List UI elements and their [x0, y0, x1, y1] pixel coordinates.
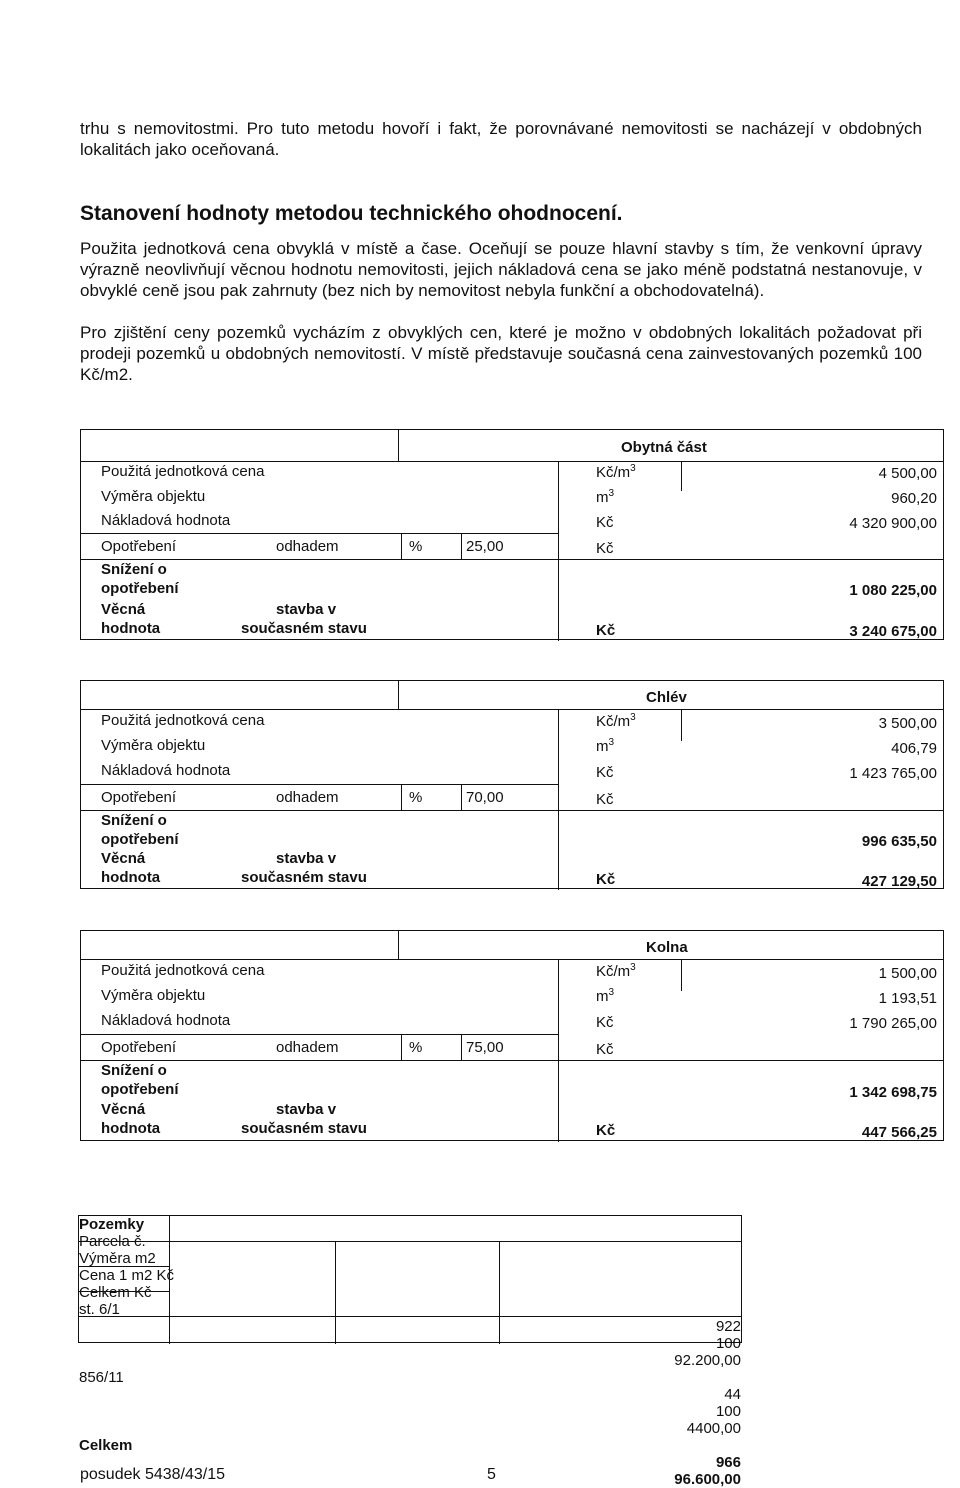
- wear-percent-sign: %: [409, 1039, 423, 1056]
- cost-label: Nákladová hodnota: [101, 762, 231, 779]
- state-label-1: stavba v: [276, 850, 337, 867]
- reduction-label-2: opotřebení: [101, 1081, 179, 1098]
- land-title: Pozemky: [79, 1216, 145, 1233]
- wear-unit: Kč: [596, 791, 614, 808]
- section-heading: Stanovení hodnoty metodou technického ohodnocení.: [80, 202, 623, 225]
- building-name: Kolna: [646, 939, 688, 956]
- cost-unit: Kč: [596, 514, 614, 531]
- wear-percent-sign: %: [409, 789, 423, 806]
- volume-value: 406,79: [891, 740, 937, 757]
- wear-percent: 75,00: [466, 1039, 504, 1056]
- land-row-area: 44: [724, 1386, 741, 1403]
- value-label-1: Věcná: [101, 601, 146, 618]
- value-label-1: Věcná: [101, 850, 146, 867]
- unit-price-unit: $Kč/m^3$: [596, 463, 636, 481]
- cost-unit: Kč: [596, 1014, 614, 1031]
- value-label-2: hodnota: [101, 620, 161, 637]
- reduction-label-1: Snížení o: [101, 561, 167, 578]
- wear-unit: Kč: [596, 1041, 614, 1058]
- building-name: Obytná část: [621, 439, 707, 456]
- volume-label: Výměra objektu: [101, 737, 206, 754]
- wear-percent-sign: %: [409, 538, 423, 555]
- value-amount: 427 129,50: [861, 873, 937, 890]
- land-header-total: Celkem Kč: [79, 1284, 152, 1301]
- unit-price-value: 1 500,00: [878, 965, 937, 982]
- reduction-label-1: Snížení o: [101, 812, 167, 829]
- reduction-value: 996 635,50: [861, 833, 937, 850]
- wear-estimate: odhadem: [276, 538, 339, 555]
- volume-label: Výměra objektu: [101, 488, 206, 505]
- reduction-value: 1 080 225,00: [849, 582, 937, 599]
- volume-unit: $m^3$: [596, 987, 615, 1005]
- wear-label: Opotřebení: [101, 789, 177, 806]
- volume-value: 960,20: [891, 490, 937, 507]
- volume-label: Výměra objektu: [101, 987, 206, 1004]
- land-row-area: 922: [715, 1318, 741, 1335]
- unit-price-unit: $Kč/m^3$: [596, 712, 636, 730]
- wear-percent: 25,00: [466, 538, 504, 555]
- cost-value: 4 320 900,00: [849, 515, 937, 532]
- cost-label: Nákladová hodnota: [101, 512, 231, 529]
- unit-price-label: Použitá jednotková cena: [101, 463, 265, 480]
- value-label-1: Věcná: [101, 1101, 146, 1118]
- building-table-2: [80, 680, 944, 889]
- unit-price-label: Použitá jednotková cena: [101, 962, 265, 979]
- cost-value: 1 423 765,00: [849, 765, 937, 782]
- state-label-1: stavba v: [276, 601, 337, 618]
- state-label-2: současném stavu: [241, 869, 367, 886]
- intro-paragraph-2: Použita jednotková cena obvyklá v místě a čase. Oceňují se pouze hlavní stavby s tím, že venkovní úpravy výrazně neovlivňují věcnou hodnotu nemovitosti, jejich nákladová cena se jako méně podstatná nestanovuje, v obvyklé ceně jsou pak zahrnuty (bez nich by nemovitost nebyla funkční a obchodovatelná).: [80, 239, 922, 300]
- state-label-2: současném stavu: [241, 620, 367, 637]
- value-amount: 447 566,25: [861, 1124, 937, 1141]
- land-total-area: 966: [715, 1454, 741, 1471]
- unit-price-label: Použitá jednotková cena: [101, 712, 265, 729]
- volume-unit: $m^3$: [596, 737, 615, 755]
- volume-value: 1 193,51: [878, 990, 937, 1007]
- wear-estimate: odhadem: [276, 789, 339, 806]
- land-total-label: Celkem: [79, 1437, 133, 1454]
- cost-unit: Kč: [596, 764, 614, 781]
- land-row-price: 100: [715, 1403, 741, 1420]
- intro-paragraph-1: trhu s nemovitostmi. Pro tuto metodu hovoří i fakt, že porovnávané nemovitosti se nacházejí v obdobných lokalitách jako oceňovaná.: [80, 119, 922, 159]
- reduction-label-2: opotřebení: [101, 580, 179, 597]
- intro-paragraph-3: Pro zjištění ceny pozemků vycházím z obvyklých cen, které je možno v obdobných lokalitách požadovat při prodeji pozemků u obdobných nemovitostí. V místě představuje současná cena zainvestovaných pozemků 100 Kč/m2.: [80, 323, 922, 384]
- reduction-value: 1 342 698,75: [849, 1084, 937, 1101]
- state-label-1: stavba v: [276, 1101, 337, 1118]
- land-row-parcel: st. 6/1: [79, 1301, 120, 1318]
- value-label-2: hodnota: [101, 869, 161, 886]
- reduction-label-2: opotřebení: [101, 831, 179, 848]
- cost-label: Nákladová hodnota: [101, 1012, 231, 1029]
- unit-price-value: 3 500,00: [878, 715, 937, 732]
- wear-percent: 70,00: [466, 789, 504, 806]
- land-header-area: Výměra m2: [79, 1250, 156, 1267]
- building-table-3: [80, 930, 944, 1141]
- land-row-parcel: 856/11: [79, 1369, 124, 1386]
- document-id: posudek 5438/43/15: [80, 1466, 226, 1483]
- land-row-total: 92.200,00: [674, 1352, 741, 1369]
- land-header-price: Cena 1 m2 Kč: [79, 1267, 175, 1284]
- land-row-total: 4400,00: [686, 1420, 741, 1437]
- value-unit: Kč: [596, 1122, 616, 1139]
- value-amount: 3 240 675,00: [849, 623, 937, 640]
- value-label-2: hodnota: [101, 1120, 161, 1137]
- land-row-price: 100: [715, 1335, 741, 1352]
- unit-price-value: 4 500,00: [878, 465, 937, 482]
- reduction-label-1: Snížení o: [101, 1062, 167, 1079]
- value-unit: Kč: [596, 622, 616, 639]
- building-table-1: [80, 429, 944, 640]
- page-number: 5: [487, 1466, 496, 1483]
- wear-label: Opotřebení: [101, 538, 177, 555]
- wear-label: Opotřebení: [101, 1039, 177, 1056]
- state-label-2: současném stavu: [241, 1120, 367, 1137]
- volume-unit: $m^3$: [596, 488, 615, 506]
- building-name: Chlév: [646, 689, 687, 706]
- unit-price-unit: $Kč/m^3$: [596, 962, 636, 980]
- wear-estimate: odhadem: [276, 1039, 339, 1056]
- land-total-amount: 96.600,00: [674, 1471, 741, 1488]
- cost-value: 1 790 265,00: [849, 1015, 937, 1032]
- land-header-parcel: Parcela č.: [79, 1233, 146, 1250]
- value-unit: Kč: [596, 871, 616, 888]
- wear-unit: Kč: [596, 540, 614, 557]
